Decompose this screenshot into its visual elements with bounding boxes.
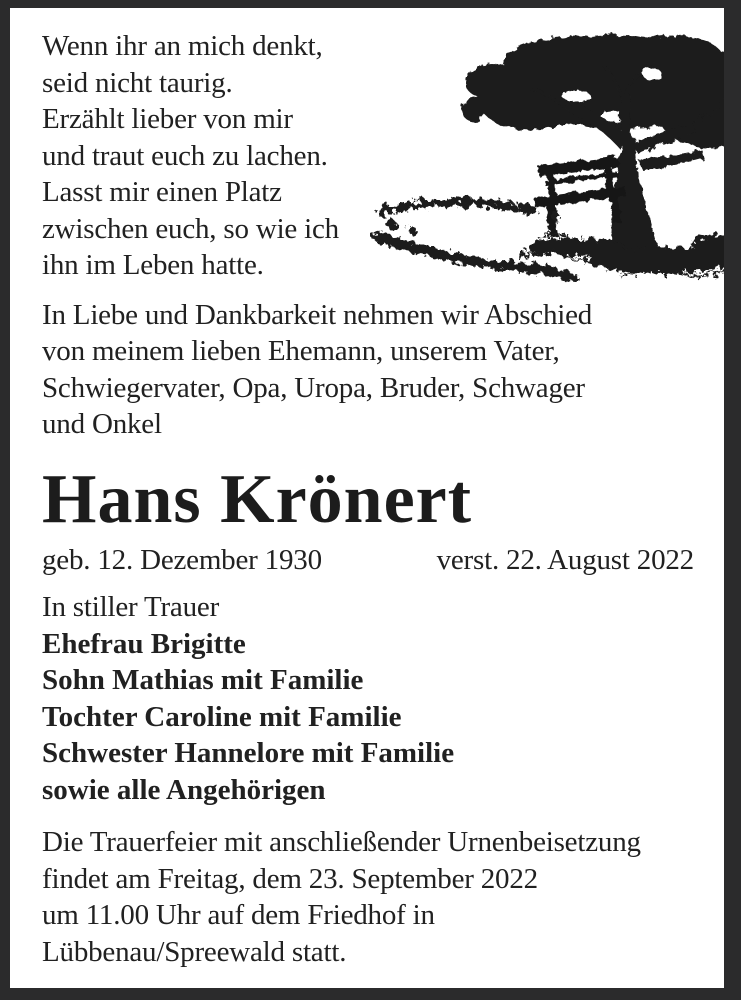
- obituary-content: [10, 8, 724, 988]
- farewell-intro: [42, 297, 724, 443]
- mourner: Ehefrau Brigitte: [42, 627, 246, 660]
- poem-line: und traut euch zu lachen.: [42, 139, 328, 172]
- funeral-line: findet am Freitag, dem 23. September 2022: [42, 862, 538, 895]
- poem-line: Wenn ihr an mich denkt,: [42, 30, 323, 62]
- memorial-poem: [42, 28, 724, 284]
- poem-line: ihn im Leben hatte.: [42, 249, 264, 281]
- mourner: sowie alle Angehörigen: [42, 773, 326, 806]
- birth-date: geb. 12. Dezember 1930: [42, 543, 322, 576]
- deceased-name: Hans Krönert: [42, 460, 473, 538]
- mourner: Sohn Mathias mit Familie: [42, 664, 364, 696]
- intro-line: von meinem lieben Ehemann, unserem Vater,: [42, 335, 560, 367]
- mourning-heading: In stiller Trauer: [42, 591, 220, 623]
- funeral-line: um 11.00 Uhr auf dem Friedhof in: [42, 899, 435, 931]
- mourner: Tochter Caroline mit Familie: [42, 700, 402, 733]
- intro-line: und Onkel: [42, 408, 162, 440]
- funeral-line: Die Trauerfeier mit anschließender Urnenbeisetzung: [42, 826, 641, 858]
- death-date: verst. 22. August 2022: [436, 543, 694, 576]
- mourner: Schwester Hannelore mit Familie: [42, 737, 455, 769]
- funeral-details: [42, 824, 724, 970]
- mourning-section: [42, 589, 724, 808]
- funeral-line: Lübbenau/Spreewald statt.: [42, 935, 347, 968]
- poem-line: seid nicht taurig.: [42, 66, 233, 99]
- intro-line: Schwiegervater, Opa, Uropa, Bruder, Schwager: [42, 371, 585, 404]
- obituary-card: [10, 8, 724, 988]
- poem-line: zwischen euch, so wie ich: [42, 212, 339, 245]
- poem-line: Erzählt lieber von mir: [42, 103, 293, 135]
- mourners-list: [42, 626, 724, 809]
- life-dates: [42, 542, 694, 579]
- poem-line: Lasst mir einen Platz: [42, 176, 282, 208]
- intro-line: In Liebe und Dankbarkeit nehmen wir Abschied: [42, 298, 593, 331]
